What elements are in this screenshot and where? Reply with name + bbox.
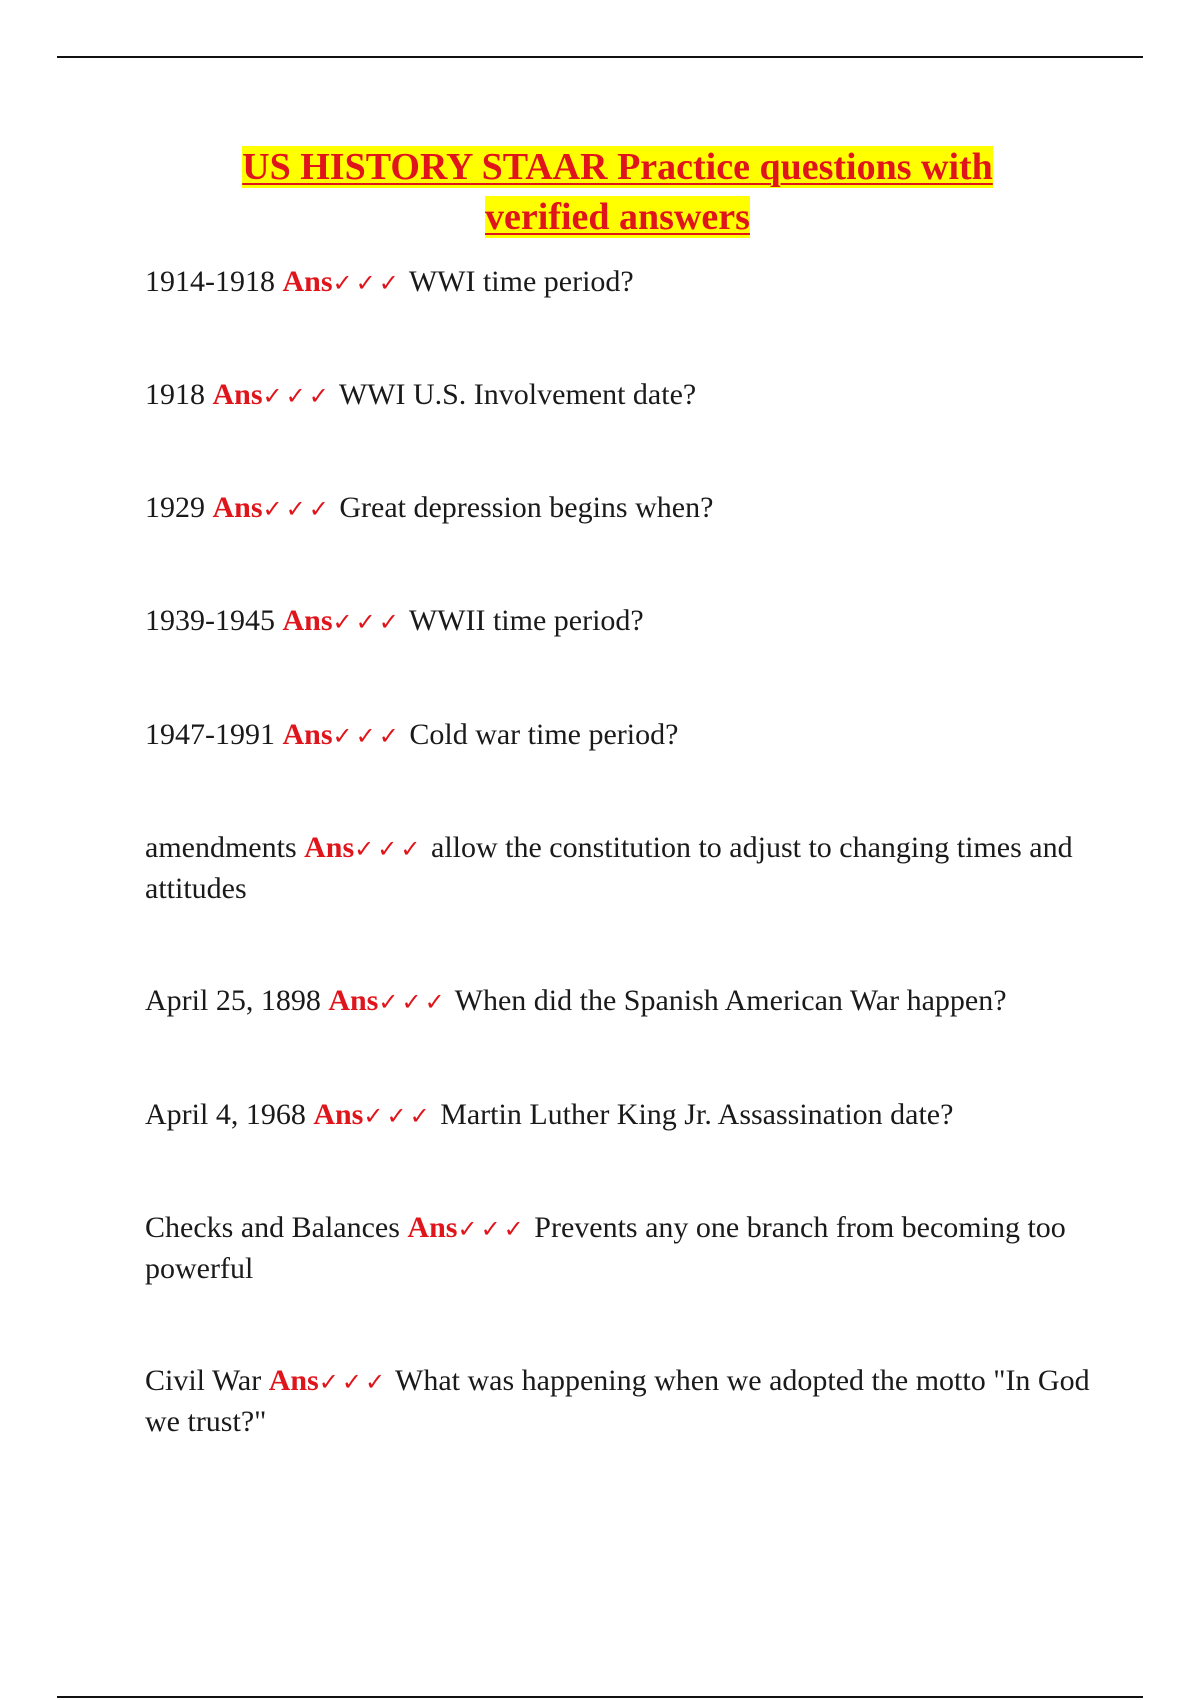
ans-marker: Ans bbox=[282, 718, 333, 751]
checkmarks-icon: ✓✓✓ bbox=[332, 722, 402, 750]
title-line-2: verified answers bbox=[485, 196, 750, 238]
ans-marker: Ans bbox=[407, 1211, 458, 1244]
qa-item bbox=[145, 262, 1095, 303]
ans-marker: Ans bbox=[282, 604, 333, 637]
qa-item bbox=[145, 488, 1095, 529]
qa-answer: 1939-1945 bbox=[145, 604, 275, 637]
qa-answer: April 4, 1968 bbox=[145, 1098, 306, 1131]
qa-question: Prevents any one branch from becoming too powerful bbox=[145, 1211, 1066, 1285]
qa-item bbox=[145, 375, 1095, 416]
checkmarks-icon: ✓✓✓ bbox=[262, 382, 332, 410]
ans-marker: Ans bbox=[313, 1098, 364, 1131]
qa-answer: April 25, 1898 bbox=[145, 984, 321, 1017]
checkmarks-icon: ✓✓✓ bbox=[378, 988, 448, 1016]
qa-item bbox=[145, 1208, 1095, 1289]
qa-question: allow the constitution to adjust to changing times and attitudes bbox=[145, 831, 1073, 905]
qa-question: When did the Spanish American War happen? bbox=[454, 984, 1007, 1017]
qa-answer: 1929 bbox=[145, 491, 205, 524]
qa-answer: Civil War bbox=[145, 1364, 262, 1397]
checkmarks-icon: ✓✓✓ bbox=[363, 1102, 433, 1130]
ans-marker: Ans bbox=[212, 491, 263, 524]
qa-answer: Checks and Balances bbox=[145, 1211, 400, 1244]
footer-rule bbox=[57, 1696, 1143, 1698]
title-line-1: US HISTORY STAAR Practice questions with bbox=[242, 146, 993, 188]
qa-answer: 1914-1918 bbox=[145, 265, 275, 298]
qa-question: WWI U.S. Involvement date? bbox=[338, 378, 697, 411]
qa-question: WWII time period? bbox=[408, 604, 644, 637]
qa-answer: amendments bbox=[145, 831, 297, 864]
qa-item bbox=[145, 981, 1095, 1022]
ans-marker: Ans bbox=[282, 265, 333, 298]
ans-marker: Ans bbox=[328, 984, 379, 1017]
qa-item bbox=[145, 1095, 1095, 1136]
document-title bbox=[150, 142, 1085, 242]
qa-item bbox=[145, 1361, 1095, 1442]
qa-question: What was happening when we adopted the motto "In God we trust?" bbox=[145, 1364, 1090, 1438]
checkmarks-icon: ✓✓✓ bbox=[262, 495, 332, 523]
checkmarks-icon: ✓✓✓ bbox=[332, 269, 402, 297]
checkmarks-icon: ✓✓✓ bbox=[457, 1215, 527, 1243]
ans-marker: Ans bbox=[268, 1364, 319, 1397]
checkmarks-icon: ✓✓✓ bbox=[332, 608, 402, 636]
checkmarks-icon: ✓✓✓ bbox=[318, 1368, 389, 1396]
qa-item bbox=[145, 715, 1095, 756]
checkmarks-icon: ✓✓✓ bbox=[354, 835, 424, 863]
qa-question: Cold war time period? bbox=[409, 718, 679, 751]
qa-answer: 1947-1991 bbox=[145, 718, 275, 751]
qa-question: Martin Luther King Jr. Assassination date? bbox=[440, 1098, 954, 1131]
qa-question: Great depression begins when? bbox=[339, 491, 714, 524]
ans-marker: Ans bbox=[212, 378, 263, 411]
qa-item bbox=[145, 601, 1095, 642]
qa-item bbox=[145, 828, 1095, 909]
qa-answer: 1918 bbox=[145, 378, 205, 411]
qa-question: WWI time period? bbox=[408, 265, 634, 298]
ans-marker: Ans bbox=[304, 831, 355, 864]
header-rule bbox=[57, 56, 1143, 58]
